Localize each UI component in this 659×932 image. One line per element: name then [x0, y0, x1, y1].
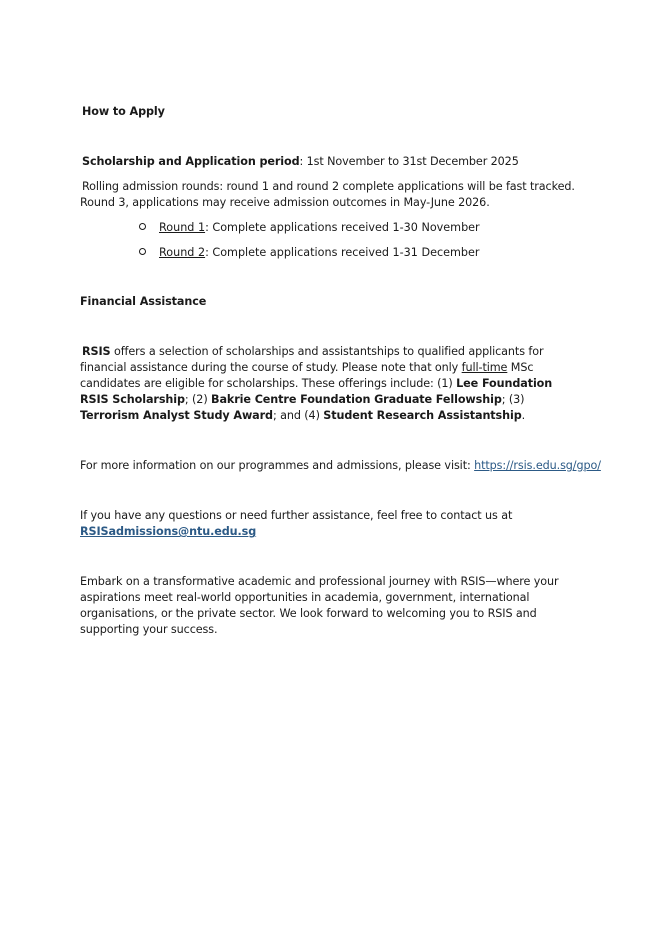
- contact-text: If you have any questions or need further assistance, feel free to contact us at: [80, 509, 513, 522]
- rsis-bold: RSIS: [82, 345, 111, 358]
- rolling-admission-line-1: Rolling admission rounds: round 1 and round 2 complete applications will be fast tracked.: [82, 180, 575, 193]
- award-bakrie-centre: Bakrie Centre Foundation Graduate Fellowship: [211, 393, 502, 406]
- rsis-gpo-link[interactable]: https://rsis.edu.sg/gpo/: [474, 459, 601, 472]
- fa-text-2: MSc candidates are eligible for scholarships. These offerings include: (1): [80, 361, 534, 390]
- how-to-apply-heading: How to Apply: [82, 105, 165, 118]
- financial-assistance-heading: Financial Assistance: [80, 295, 207, 308]
- scholarship-period-label: Scholarship and Application period: [82, 155, 300, 168]
- round-2-label: Round 2: [159, 246, 206, 259]
- hollow-bullet-icon: [139, 223, 146, 230]
- fa-text-4: ; (3): [501, 393, 525, 406]
- award-lee-foundation: Lee Foundation RSIS Scholarship: [80, 377, 553, 406]
- fa-text-3: ; (2): [184, 393, 212, 406]
- full-time-underlined: full-time: [461, 361, 508, 374]
- financial-assistance-paragraph: [80, 344, 575, 424]
- rolling-admission-line-2: Round 3, applications may receive admission outcomes in May-June 2026.: [80, 196, 490, 209]
- fa-text-6: .: [521, 409, 526, 422]
- scholarship-period-line: [82, 154, 582, 170]
- more-info-text: For more information on our programmes and admissions, please visit:: [80, 459, 475, 472]
- award-terrorism-analyst: Terrorism Analyst Study Award: [80, 409, 273, 422]
- fa-text-5: ; and (4): [272, 409, 324, 422]
- hollow-bullet-icon: [139, 248, 146, 255]
- admissions-email-link[interactable]: RSISadmissions@ntu.edu.sg: [80, 525, 257, 538]
- round-1-item: [139, 220, 480, 236]
- round-2-item: [139, 245, 479, 261]
- round-2-text: : Complete applications received 1-31 December: [205, 246, 480, 259]
- scholarship-period-value: : 1st November to 31st December 2025: [299, 155, 519, 168]
- round-1-text: : Complete applications received 1-30 November: [205, 221, 480, 234]
- closing-paragraph: Embark on a transformative academic and professional journey with RSIS—where your aspirations meet real-world opportunities in academia, government, international organisations, or the private sector. We look forward to welcoming you to RSIS and supporting your success.: [80, 575, 559, 636]
- more-info-line: [80, 458, 601, 474]
- round-1-label: Round 1: [159, 221, 206, 234]
- rolling-admission-paragraph: [80, 179, 590, 211]
- contact-paragraph: [80, 508, 580, 540]
- award-student-research: Student Research Assistantship: [323, 409, 522, 422]
- fa-text-1: offers a selection of scholarships and assistantships to qualified applicants for financial assistance during the course of study. Please note that only: [80, 345, 544, 374]
